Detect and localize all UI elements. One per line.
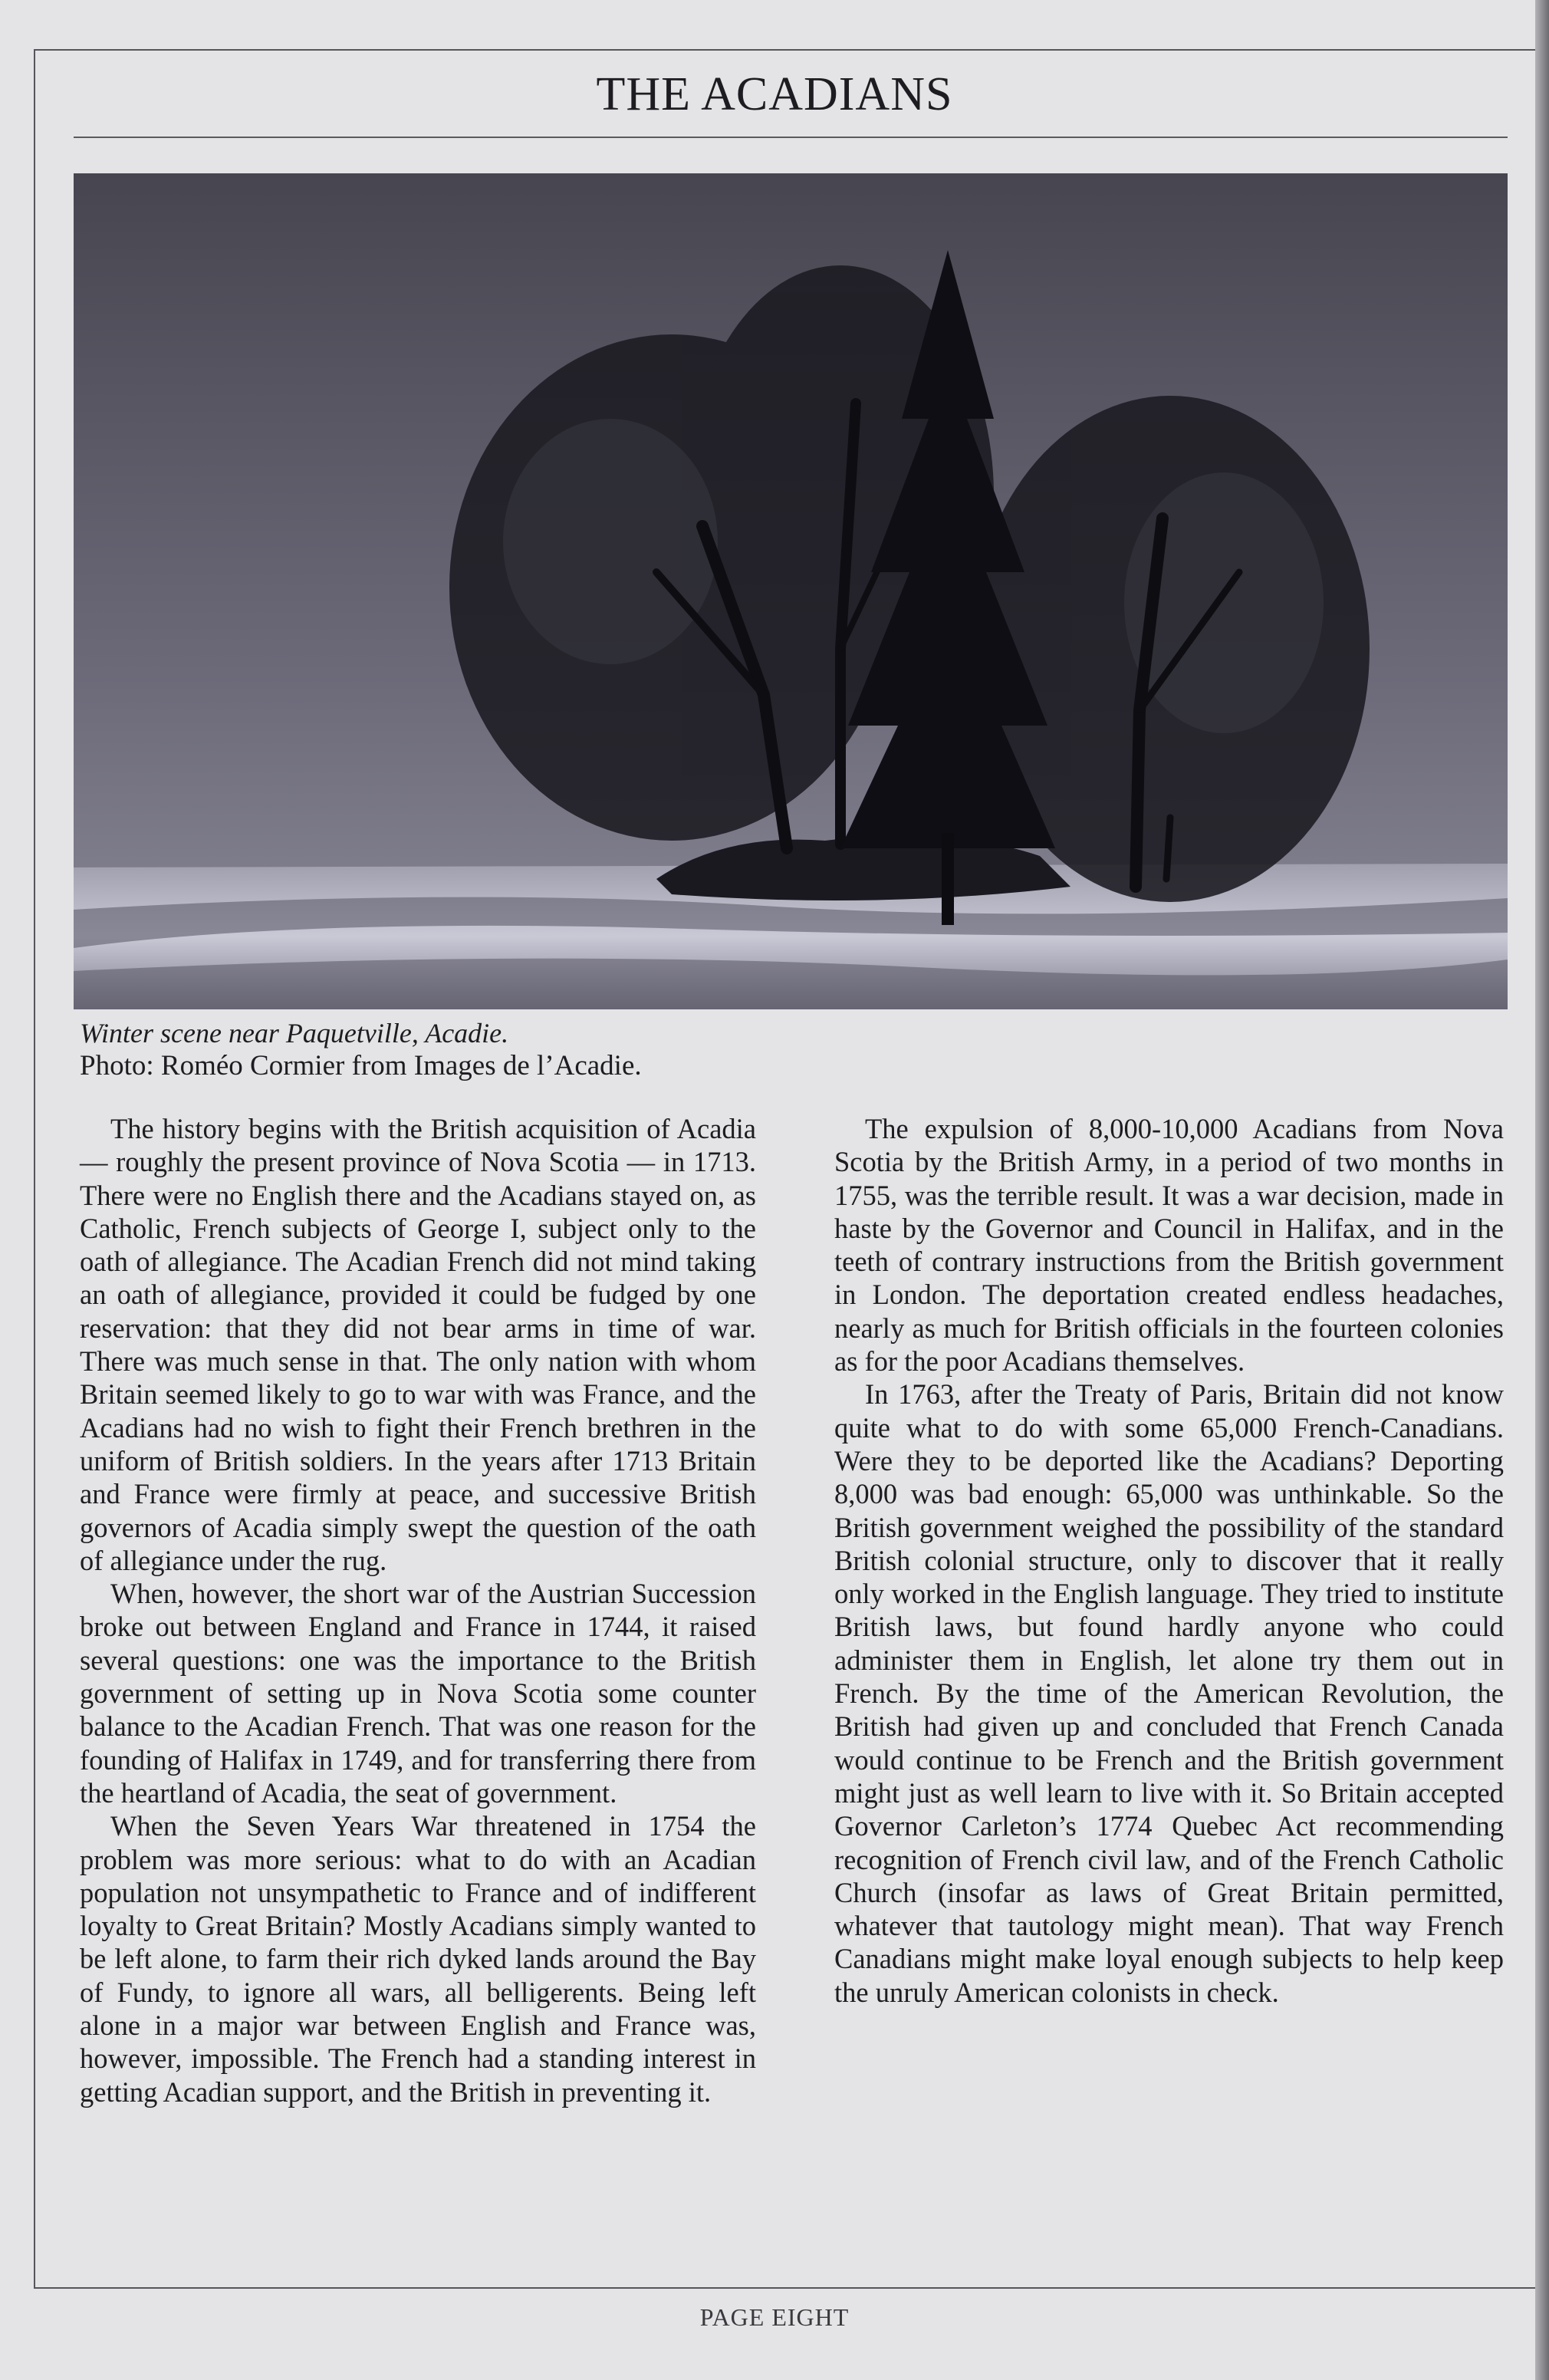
title-divider — [74, 137, 1508, 138]
paragraph: The expulsion of 8,000-10,000 Acadians from Nova Scotia by the British Army, in a period of two months in 1755, was the terrible result. It was a war decision, made in haste by the Governor and Council in Halifax, and in the teeth of contrary instructions from the British government in London. The deportation created endless headaches, nearly as much for British officials in the fourteen colonies as for the poor Acadians themselves. — [834, 1113, 1504, 1378]
winter-scene-photo — [74, 173, 1508, 1009]
paragraph: When, however, the short war of the Austrian Succession broke out between England and France in 1744, it raised several questions: one was the importance to the British government of setting up in Nova Scotia some counter balance to the Acadian French. That was one reason for the founding of Halifax in 1749, and for transferring there from the heartland of Acadia, the seat of government. — [80, 1578, 756, 1809]
page-number: PAGE EIGHT — [699, 2303, 850, 2331]
photo-caption: Winter scene near Paquetville, Acadie. — [80, 1018, 509, 1048]
photo-credit: Photo: Roméo Cormier from Images de l’Acadie. — [80, 1050, 642, 1081]
page-title: THE ACADIANS — [596, 68, 953, 120]
page-edge-shadow — [1535, 0, 1549, 2380]
paragraph: In 1763, after the Treaty of Paris, Britain did not know quite what to do with some 65,000 French-Canadians. Were they to be deported like the Acadians? Deporting 8,000 was bad enough: 65,000 was unthinkable. So the British government weighed the possibility of the standard British colonial structure, only to discover that it really only worked in the English language. They tried to institute British laws, but found hardly anyone who could administer them in English, let alone try them out in French. By the time of the American Revolution, the British had given up and concluded that French Canada would continue to be French and the British government might just as well learn to live with it. So Britain accepted Governor Carleton’s 1774 Quebec Act recommending recognition of French civil law, and of the French Catholic Church (insofar as laws of Great Britain permitted, whatever that tautology might mean). That way French Canadians might make loyal enough subjects to help keep the unruly American colonists in check. — [834, 1378, 1504, 2008]
article-column-left — [80, 1112, 756, 2108]
paragraph: The history begins with the British acquisition of Acadia — roughly the present province of Nova Scotia — in 1713. There were no English there and the Acadians stayed on, as Catholic, French subjects of George I, subject only to the oath of allegiance. The Acadian French did not mind taking an oath of allegiance, provided it could be fudged by one reservation: that they did not bear arms in time of war. There was much sense in that. The only nation with whom Britain seemed likely to go to war with was France, and the Acadians had no wish to fight their French brethren in the uniform of British soldiers. In the years after 1713 Britain and France were firmly at peace, and successive British governors of Acadia simply swept the question of the oath of allegiance under the rug. — [80, 1113, 756, 1576]
article-column-right — [834, 1112, 1504, 2009]
paragraph: When the Seven Years War threatened in 1754 the problem was more serious: what to do with an Acadian population not unsympathetic to France and of indifferent loyalty to Great Britain? Mostly Acadians simply wanted to be left alone, to farm their rich dyked lands around the Bay of Fundy, to ignore all wars, all belligerents. Being left alone in a major war between English and France was, however, impossible. The French had a standing interest in getting Acadian support, and the British in preventing it. — [80, 1810, 756, 2108]
